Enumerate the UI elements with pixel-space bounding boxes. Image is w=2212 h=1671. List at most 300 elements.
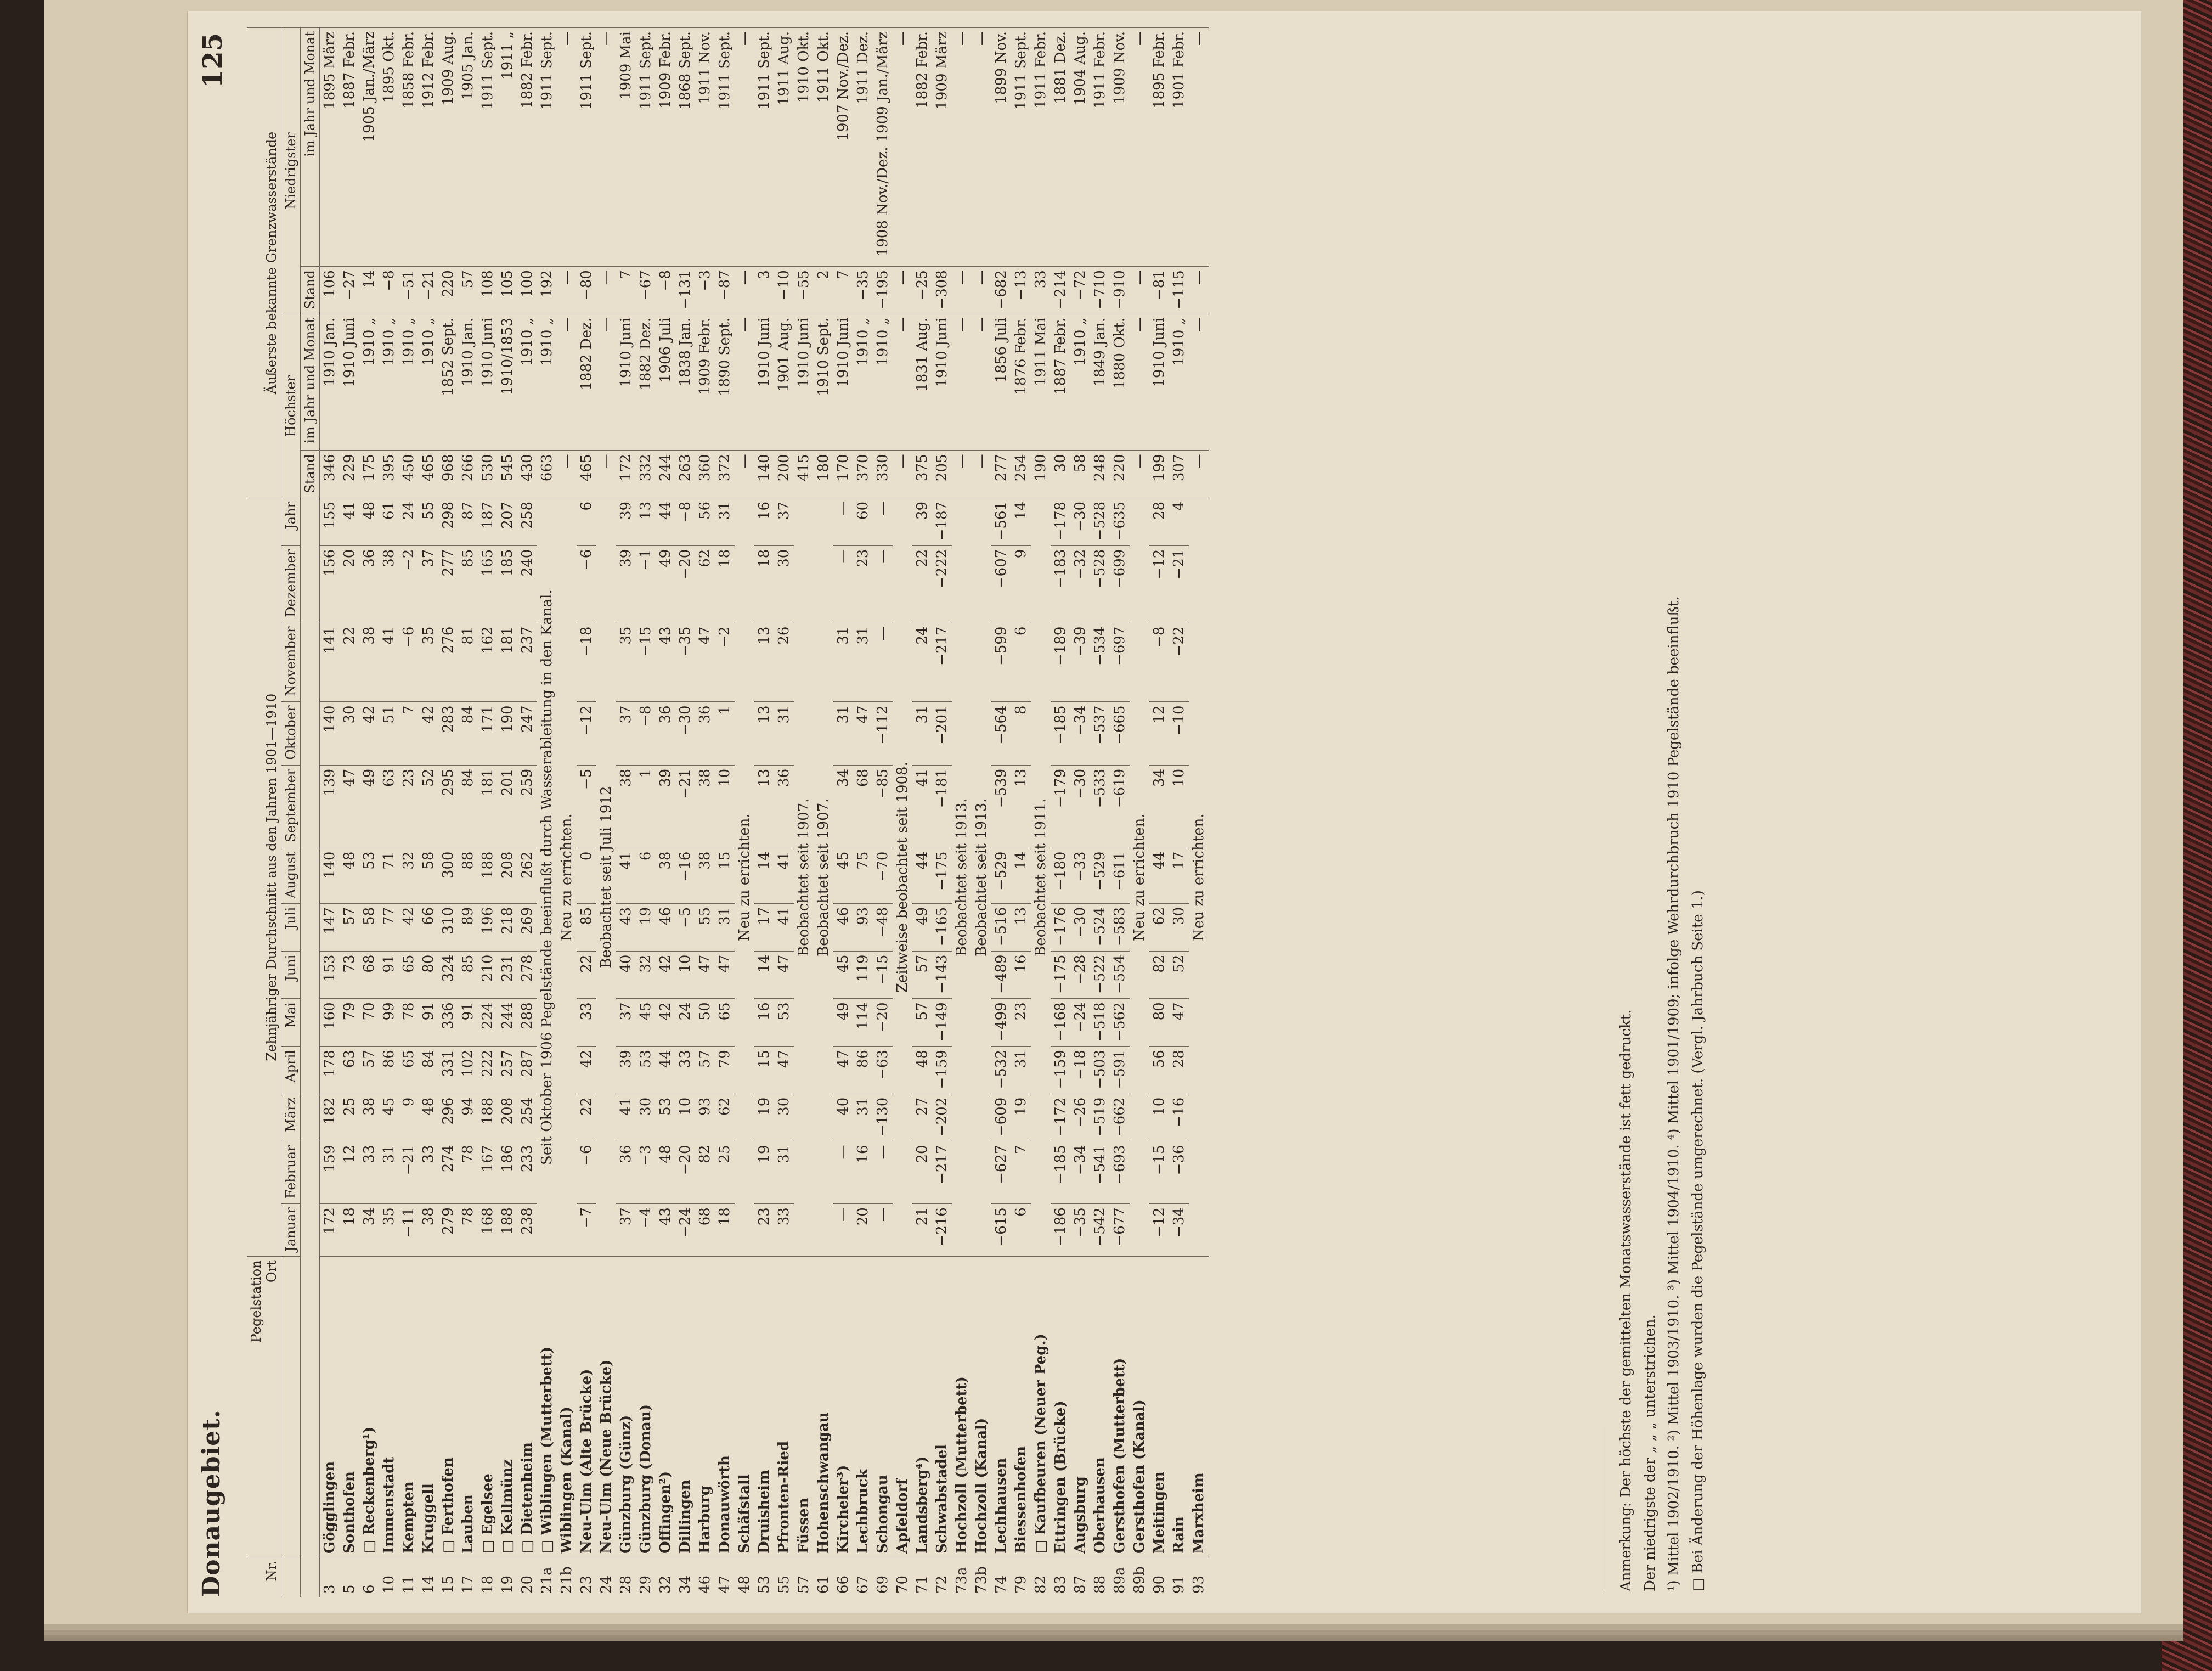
station-note: Beobachtet seit 1907. [814, 498, 833, 1256]
month-mean: 19 [754, 1094, 774, 1141]
month-mean: 31 [379, 1141, 399, 1204]
station-name: Lechhausen [991, 1257, 1011, 1557]
station-nr: 74 [991, 1557, 1011, 1597]
month-mean: −583 [1110, 903, 1130, 951]
year-mean: 44 [656, 498, 675, 545]
year-mean: 87 [458, 498, 478, 545]
year-mean: 14 [1011, 498, 1031, 545]
station-name: Gersthofen (Mutterbett) [1110, 1257, 1130, 1557]
month-mean: 45 [636, 999, 656, 1047]
month-mean: 18 [715, 1204, 735, 1257]
month-mean: −48 [873, 903, 893, 951]
month-mean: 1 [636, 765, 656, 848]
year-mean: 56 [695, 498, 715, 545]
highest-date: 1910 „ [419, 314, 438, 451]
lowest-stand: −308 [932, 267, 952, 314]
table-row [794, 28, 814, 1597]
month-mean: 224 [478, 999, 498, 1047]
lowest-stand: 3 [754, 267, 774, 314]
month-mean: 159 [320, 1141, 340, 1204]
station-nr: 20 [517, 1557, 537, 1597]
month-mean: 94 [458, 1094, 478, 1141]
month-mean: 12 [340, 1141, 359, 1204]
lowest-date: 1912 Febr. [419, 28, 438, 267]
station-nr: 17 [458, 1557, 478, 1597]
month-mean: 16 [1011, 951, 1031, 999]
lowest-stand: −710 [1090, 267, 1110, 314]
month-mean: 42 [359, 702, 379, 765]
highest-date: 1910 „ [399, 314, 419, 451]
year-mean: −8 [675, 498, 695, 545]
month-mean: −539 [991, 765, 1011, 848]
month-mean: 32 [636, 951, 656, 999]
station-nr: 67 [853, 1557, 873, 1597]
month-mean: 31 [853, 1094, 873, 1141]
month-mean: −16 [1169, 1094, 1189, 1141]
month-mean: 51 [379, 702, 399, 765]
lowest-stand: −214 [1051, 267, 1070, 314]
highest-date: 1911 Mai [1031, 314, 1051, 451]
month-mean: 208 [498, 848, 517, 903]
station-nr: 79 [1011, 1557, 1031, 1597]
highest-date: 1856 Juli [991, 314, 1011, 451]
station-name: Offingen²) [656, 1257, 675, 1557]
month-mean: 41 [774, 848, 794, 903]
month-mean: −143 [932, 951, 952, 999]
month-mean: 25 [715, 1141, 735, 1204]
month-mean: 18 [754, 545, 774, 623]
lowest-stand: −910 [1110, 267, 1130, 314]
month-mean: 47 [853, 702, 873, 765]
station-name: Pfronten-Ried [774, 1257, 794, 1557]
lowest-stand: −8 [379, 267, 399, 314]
lowest-date: 1858 Febr. [399, 28, 419, 267]
month-4: April [281, 1047, 301, 1094]
highest-stand: 277 [991, 451, 1011, 498]
station-name: Oberhausen [1090, 1257, 1110, 1557]
month-mean: 31 [912, 702, 932, 765]
lowest-date: 1868 Sept. [675, 28, 695, 267]
table-row [438, 28, 458, 1597]
month-mean: 34 [359, 1204, 379, 1257]
month-mean: 99 [379, 999, 399, 1047]
highest-stand: 395 [379, 451, 399, 498]
month-mean: 140 [320, 848, 340, 903]
highest-stand: 140 [754, 451, 774, 498]
month-mean: 42 [656, 951, 675, 999]
year-mean: — [833, 498, 853, 545]
month-mean: 14 [754, 848, 774, 903]
col-pegelstation: Pegelstation [249, 1260, 264, 1343]
month-mean: 86 [379, 1047, 399, 1094]
month-mean: 38 [695, 848, 715, 903]
station-nr: 71 [912, 1557, 932, 1597]
station-note: Neu zu errichten. [1130, 498, 1149, 1256]
month-mean: 37 [419, 545, 438, 623]
month-mean: 6 [1011, 623, 1031, 702]
station-nr: 15 [438, 1557, 458, 1597]
table-row [972, 28, 991, 1597]
highest-stand: — [596, 451, 616, 498]
month-mean: −489 [991, 951, 1011, 999]
month-mean: — [873, 545, 893, 623]
month-mean: −2 [715, 623, 735, 702]
month-mean: −516 [991, 903, 1011, 951]
year-mean: 6 [577, 498, 596, 545]
lowest-date: — [596, 28, 616, 267]
month-mean: −26 [1070, 1094, 1090, 1141]
month-mean: −180 [1051, 848, 1070, 903]
lowest-stand: −27 [340, 267, 359, 314]
month-mean: 38 [359, 623, 379, 702]
month-mean: 147 [320, 903, 340, 951]
month-mean: −607 [991, 545, 1011, 623]
month-mean: 58 [359, 903, 379, 951]
lowest-date: — [735, 28, 754, 267]
station-nr: 28 [616, 1557, 636, 1597]
station-nr: 61 [814, 1557, 833, 1597]
lowest-date: 1911 „ [498, 28, 517, 267]
year-mean: 39 [912, 498, 932, 545]
month-mean: 188 [478, 848, 498, 903]
month-mean: 80 [419, 951, 438, 999]
highest-stand: 30 [1051, 451, 1070, 498]
month-mean: 21 [912, 1204, 932, 1257]
month-mean: 49 [912, 903, 932, 951]
station-nr: 5 [340, 1557, 359, 1597]
month-mean: −11 [399, 1204, 419, 1257]
lowest-stand: — [972, 267, 991, 314]
highest-date: 1880 Okt. [1110, 314, 1130, 451]
lowest-date: 1908 Nov./Dez. 1909 Jan./März [873, 28, 893, 267]
lowest-stand: −8 [656, 267, 675, 314]
year-mean: 37 [774, 498, 794, 545]
lowest-stand: −81 [1149, 267, 1169, 314]
month-mean: −609 [991, 1094, 1011, 1141]
lowest-stand: 106 [320, 267, 340, 314]
month-mean: 84 [419, 1047, 438, 1094]
month-mean: −541 [1090, 1141, 1110, 1204]
month-mean: −665 [1110, 702, 1130, 765]
month-mean: 41 [912, 765, 932, 848]
station-name: Wiblingen (Kanal) [557, 1257, 577, 1557]
month-11: November [281, 623, 301, 702]
highest-date: — [972, 314, 991, 451]
month-mean: 78 [458, 1204, 478, 1257]
month-mean: 42 [419, 702, 438, 765]
month-mean: −519 [1090, 1094, 1110, 1141]
highest-stand: 263 [675, 451, 695, 498]
month-mean: 44 [1149, 848, 1169, 903]
month-mean: −15 [873, 951, 893, 999]
month-mean: 30 [340, 702, 359, 765]
month-mean: 23 [754, 1204, 774, 1257]
highest-date: — [893, 314, 912, 451]
highest-date: 1910 Juni [754, 314, 774, 451]
month-mean: 63 [340, 1047, 359, 1094]
station-nr: 72 [932, 1557, 952, 1597]
lowest-date: — [1130, 28, 1149, 267]
month-9: September [281, 765, 301, 848]
month-mean: 13 [1011, 903, 1031, 951]
lowest-date: 1911 Sept. [636, 28, 656, 267]
page-header [187, 11, 252, 1613]
station-name: Hohenschwangau [814, 1257, 833, 1557]
month-mean: −21 [1169, 545, 1189, 623]
month-mean: 31 [853, 623, 873, 702]
station-nr: 47 [715, 1557, 735, 1597]
month-mean: 52 [419, 765, 438, 848]
station-nr: 53 [754, 1557, 774, 1597]
month-mean: 310 [438, 903, 458, 951]
lowest-stand: −72 [1070, 267, 1090, 314]
month-mean: 65 [399, 951, 419, 999]
month-mean: — [833, 1141, 853, 1204]
table-row [715, 28, 735, 1597]
highest-date: 1901 Aug. [774, 314, 794, 451]
station-nr: 73a [952, 1557, 972, 1597]
month-mean: 218 [498, 903, 517, 951]
lowest-stand: 108 [478, 267, 498, 314]
month-mean: 50 [695, 999, 715, 1047]
lowest-stand: 105 [498, 267, 517, 314]
station-name: Rain [1169, 1257, 1189, 1557]
lowest-date: 1907 Nov./Dez. [833, 28, 853, 267]
year-mean: — [873, 498, 893, 545]
highest-date: 1831 Aug. [912, 314, 932, 451]
month-mean: −518 [1090, 999, 1110, 1047]
highest-stand: 180 [814, 451, 833, 498]
month-mean: 278 [517, 951, 537, 999]
month-mean: 35 [379, 1204, 399, 1257]
month-mean: 277 [438, 545, 458, 623]
highest-stand: 170 [833, 451, 853, 498]
table-row [537, 28, 557, 1597]
lowest-date: 1909 Nov. [1110, 28, 1130, 267]
station-name: Schäfstall [735, 1257, 754, 1557]
month-mean: −85 [873, 765, 893, 848]
station-note: Neu zu errichten. [735, 498, 754, 1256]
highest-stand: 968 [438, 451, 458, 498]
lowest-date: 1895 März [320, 28, 340, 267]
lowest-date: 1909 März [932, 28, 952, 267]
lowest-stand: −35 [853, 267, 873, 314]
lowest-stand: −115 [1169, 267, 1189, 314]
month-mean: 36 [695, 702, 715, 765]
month-mean: 10 [675, 951, 695, 999]
month-mean: −39 [1070, 623, 1090, 702]
station-name: □ Ferthofen [438, 1257, 458, 1557]
col-n-stand: Stand [301, 267, 320, 314]
month-mean: 41 [379, 623, 399, 702]
month-mean: 23 [853, 545, 873, 623]
page-number: 125 [198, 33, 228, 88]
lowest-stand: 57 [458, 267, 478, 314]
month-mean: 22 [577, 951, 596, 999]
station-name: □ Kellmünz [498, 1257, 517, 1557]
station-note: Beobachtet seit 1907. [794, 498, 814, 1256]
table-row [873, 28, 893, 1597]
table-row [1090, 28, 1110, 1597]
month-mean: 42 [399, 903, 419, 951]
lowest-date: — [952, 28, 972, 267]
month-mean: 274 [438, 1141, 458, 1204]
station-note: Neu zu errichten. [1189, 498, 1209, 1256]
month-mean: 39 [616, 1047, 636, 1094]
month-mean: −8 [1149, 623, 1169, 702]
station-name: Schwabstadel [932, 1257, 952, 1557]
station-nr: 19 [498, 1557, 517, 1597]
month-mean: −222 [932, 545, 952, 623]
month-mean: 15 [715, 848, 735, 903]
highest-date: 1910 Juni [1149, 314, 1169, 451]
table-row [359, 28, 379, 1597]
highest-date: 1910 „ [853, 314, 873, 451]
station-note: Beobachtet seit Juli 1912 [596, 498, 616, 1256]
month-mean: 178 [320, 1047, 340, 1094]
station-nr: 91 [1169, 1557, 1189, 1597]
lowest-stand: 220 [438, 267, 458, 314]
table-row [853, 28, 873, 1597]
month-mean: 188 [498, 1204, 517, 1257]
station-nr: 69 [873, 1557, 893, 1597]
month-mean: 153 [320, 951, 340, 999]
month-mean: 6 [636, 848, 656, 903]
table-row [1169, 28, 1189, 1597]
month-mean: 238 [517, 1204, 537, 1257]
month-mean: 39 [616, 545, 636, 623]
highest-date: 1910 „ [359, 314, 379, 451]
footnote-means: ¹) Mittel 1902/1910. ²) Mittel 1903/1910. ³) Mittel 1904/1910. ⁴) Mittel 1901/1909; infolge Wehrdurchbruch 1910 Pegelstände beeinflußt. [1666, 596, 1683, 1591]
highest-stand: 229 [340, 451, 359, 498]
month-mean: 73 [340, 951, 359, 999]
month-mean: −1 [636, 545, 656, 623]
lowest-stand: — [1130, 267, 1149, 314]
station-name: Immenstadt [379, 1257, 399, 1557]
highest-date: 1910 „ [517, 314, 537, 451]
month-mean: 68 [695, 1204, 715, 1257]
highest-stand: 372 [715, 451, 735, 498]
table-row [577, 28, 596, 1597]
blank-ort [281, 1257, 301, 1557]
highest-stand: 190 [1031, 451, 1051, 498]
month-mean: 47 [695, 623, 715, 702]
table-body [320, 28, 1209, 1597]
station-name: □ Kaufbeuren (Neuer Peg.) [1031, 1257, 1051, 1557]
month-mean: −8 [636, 702, 656, 765]
year-mean: 155 [320, 498, 340, 545]
col-ort-label: Ort [264, 1260, 279, 1283]
station-name: Neu-Ulm (Alte Brücke) [577, 1257, 596, 1557]
highest-date: 1910 Juni [616, 314, 636, 451]
month-mean: −662 [1110, 1094, 1130, 1141]
station-nr: 55 [774, 1557, 794, 1597]
month-mean: 140 [320, 702, 340, 765]
table-row [912, 28, 932, 1597]
month-mean: −217 [932, 1141, 952, 1204]
highest-stand: 172 [616, 451, 636, 498]
month-mean: 6 [1011, 1204, 1031, 1257]
highest-date: 1910/1853 [498, 314, 517, 451]
station-nr: 89a [1110, 1557, 1130, 1597]
highest-stand: — [1130, 451, 1149, 498]
month-mean: — [873, 1204, 893, 1257]
station-nr: 21a [537, 1557, 557, 1597]
lowest-stand: — [1189, 267, 1209, 314]
month-mean: 208 [498, 1094, 517, 1141]
highest-stand: 465 [419, 451, 438, 498]
highest-stand: 346 [320, 451, 340, 498]
footnotes [1613, 22, 1712, 1591]
lowest-date: 1904 Aug. [1070, 28, 1090, 267]
month-mean: −36 [1169, 1141, 1189, 1204]
month-mean: 36 [774, 765, 794, 848]
year-mean: 39 [616, 498, 636, 545]
year-mean: 298 [438, 498, 458, 545]
station-name: Sonthofen [340, 1257, 359, 1557]
table-row [1130, 28, 1149, 1597]
month-mean: −619 [1110, 765, 1130, 848]
month-mean: 43 [656, 1204, 675, 1257]
month-mean: 257 [498, 1047, 517, 1094]
month-mean: 201 [498, 765, 517, 848]
table-row [596, 28, 616, 1597]
month-mean: 45 [379, 1094, 399, 1141]
station-nr: 11 [399, 1557, 419, 1597]
station-nr: 29 [636, 1557, 656, 1597]
month-mean: 37 [616, 702, 636, 765]
month-mean: 13 [1011, 765, 1031, 848]
lowest-date: 1911 Aug. [774, 28, 794, 267]
lowest-stand: — [557, 267, 577, 314]
month-mean: −677 [1110, 1204, 1130, 1257]
table-row [991, 28, 1011, 1597]
station-name: Füssen [794, 1257, 814, 1557]
lowest-date: 1905 Jan. [458, 28, 478, 267]
region-title: Donaugebiet. [198, 1409, 225, 1597]
month-mean: 31 [774, 1141, 794, 1204]
table-row [1110, 28, 1130, 1597]
lowest-date: — [557, 28, 577, 267]
month-mean: 23 [1011, 999, 1031, 1047]
lowest-stand: −67 [636, 267, 656, 314]
month-mean: 35 [616, 623, 636, 702]
station-name: Donauwörth [715, 1257, 735, 1557]
table-row [774, 28, 794, 1597]
month-mean: 48 [656, 1141, 675, 1204]
highest-stand: 360 [695, 451, 715, 498]
month-mean: 56 [1149, 1047, 1169, 1094]
highest-date: 1882 Dez. [577, 314, 596, 451]
highest-stand: 254 [1011, 451, 1031, 498]
lowest-date: 1909 Aug. [438, 28, 458, 267]
month-mean: −522 [1090, 951, 1110, 999]
month-mean: 10 [675, 1094, 695, 1141]
station-note: Beobachtet seit 1911. [1031, 498, 1051, 1256]
month-mean: −542 [1090, 1204, 1110, 1257]
month-mean: 91 [379, 951, 399, 999]
month-mean: 93 [695, 1094, 715, 1141]
lowest-date: — [972, 28, 991, 267]
month-mean: 85 [458, 545, 478, 623]
month-mean: — [873, 623, 893, 702]
month-mean: 31 [833, 623, 853, 702]
station-nr: 93 [1189, 1557, 1209, 1597]
month-mean: 68 [853, 765, 873, 848]
month-mean: 24 [912, 623, 932, 702]
station-name: Druisheim [754, 1257, 774, 1557]
table-row [952, 28, 972, 1597]
